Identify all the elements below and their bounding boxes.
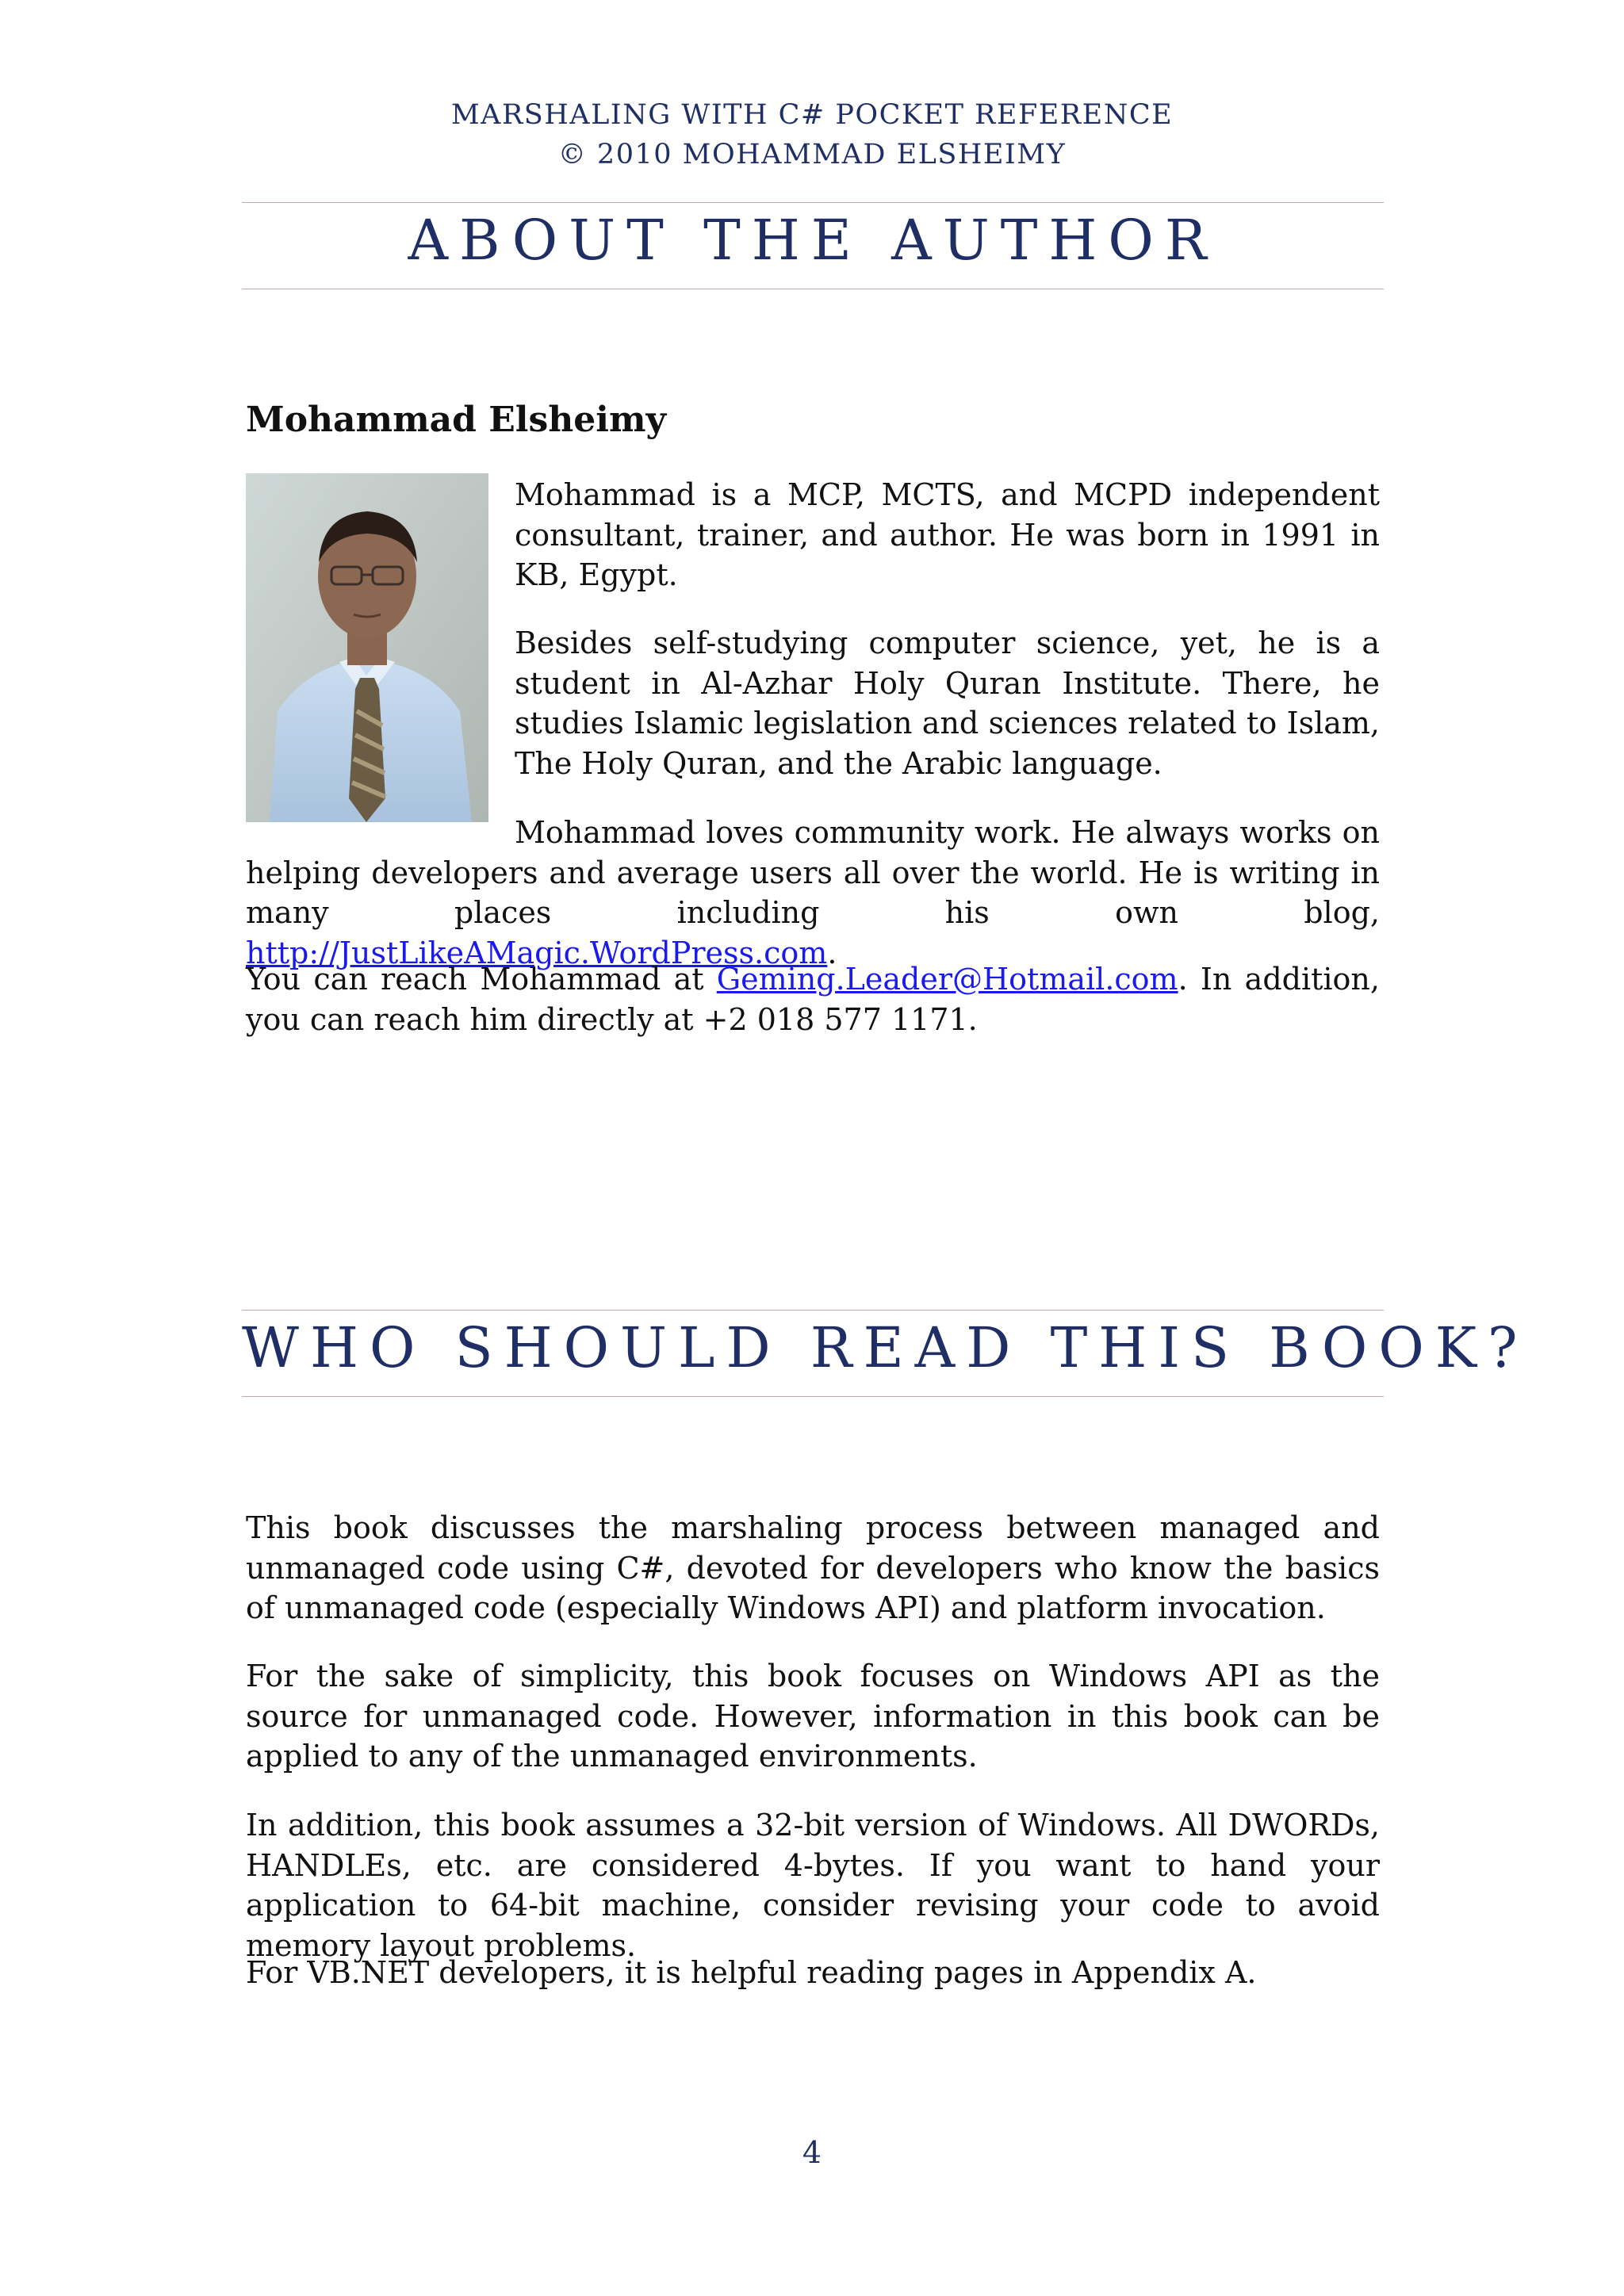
about-paragraph-2: Besides self-studying computer science, yet, he is a student in Al-Azhar Holy Quran Institute. There, he studies Islamic legislation and sciences related to Islam, The Holy Quran, and the Arabic language. [515,626,1380,781]
section-rule-bottom [242,1396,1384,1397]
about-paragraph-4-end: . In addition, you can reach him directly at +2 018 577 1171. [246,962,1380,1037]
section-rule-top [242,1310,1384,1311]
blog-link[interactable]: http://JustLikeAMagic.WordPress.com [246,935,828,970]
who-paragraph-2: For the sake of simplicity, this book focuses on Windows API as the source for unmanaged code. However, information in this book can be applied to any of the unmanaged environments. [246,1659,1380,1774]
running-header-copyright: © 2010 MOHAMMAD ELSHEIMY [557,139,1067,170]
who-paragraph-1: This book discusses the marshaling process between managed and unmanaged code using C#, devoted for developers who know the basics of unmanaged code (especially Windows API) and platform invocation. [246,1510,1380,1625]
running-header-title: MARSHALING WITH C# POCKET REFERENCE [450,99,1174,131]
section-title-about-author: ABOUT THE AUTHOR [408,208,1218,273]
about-paragraph-4-text: You can reach Mohammad at [246,962,717,997]
about-paragraph-4 [246,959,1380,1039]
about-paragraph-3-end: . [827,935,837,970]
section-rule-top [242,202,1384,203]
who-paragraph-4: For VB.NET developers, it is helpful reading pages in Appendix A. [246,1955,1257,1990]
email-link[interactable]: Geming.Leader@Hotmail.com [716,962,1178,997]
author-name: Mohammad Elsheimy [246,400,667,440]
author-photo [246,473,488,822]
about-paragraph-1: Mohammad is a MCP, MCTS, and MCPD independent consultant, trainer, and author. He was born in 1991 in KB, Egypt. [515,477,1380,592]
about-paragraph-3-text: Mohammad loves community work. He always works on helping developers and average users all over the world. He is writing in many places including his own blog, [246,815,1380,930]
page-number: 4 [802,2135,822,2170]
who-paragraph-3: In addition, this book assumes a 32-bit version of Windows. All DWORDs, HANDLEs, etc. are considered 4-bytes. If you want to hand your application to 64-bit machine, consider revising your code to avoid memory layout problems. [246,1808,1380,1963]
section-title-who-should-read: WHO SHOULD READ THIS BOOK? [242,1315,1529,1380]
about-paragraph-3 [246,813,1380,973]
